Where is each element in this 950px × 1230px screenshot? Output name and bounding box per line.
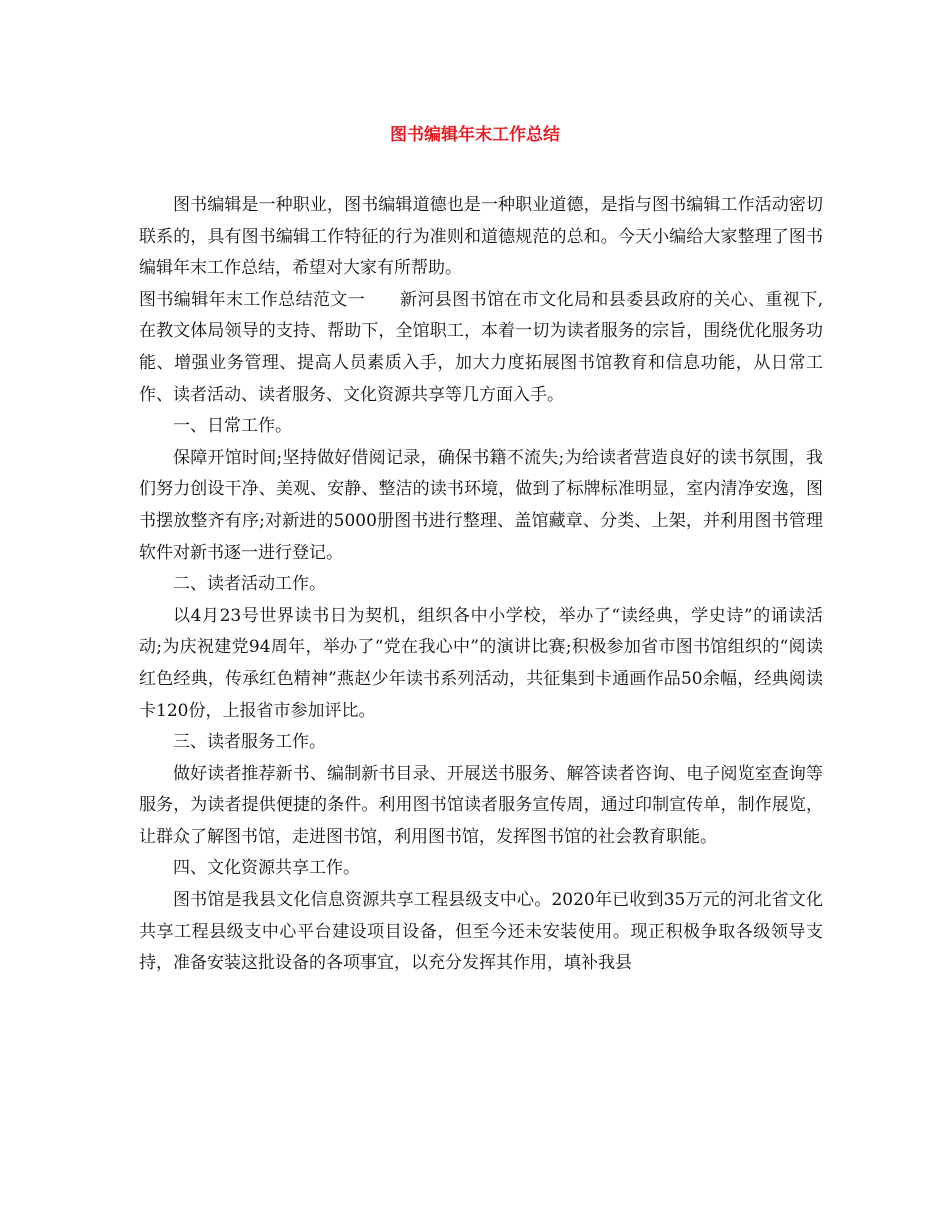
paragraph: 保障开馆时间;坚持做好借阅记录，确保书籍不流失;为给读者营造良好的读书氛围，我们努力创设干净、美观、安静、整洁的读书环境，做到了标牌标准明显，室内清净安逸，图书摆放整齐有序;对新进的5000册图书进行整理、盖馆藏章、分类、上架，并利用图书管理软件对新书逐一进行登记。 [139,447,823,563]
paragraph: 图书编辑年末工作总结范文一 新河县图书馆在市文化局和县委县政府的关心、重视下,在教文体局领导的支持、帮助下，全馆职工，本着一切为读者服务的宗旨，围绕优化服务功能、增强业务管理、提高人员素质入手，加大力度拓展图书馆教育和信息功能，从日常工作、读者活动、读者服务、文化资源共享等几方面入手。 [139,289,823,405]
document-title: 图书编辑年末工作总结 [390,125,560,145]
paragraph: 二、读者活动工作。 [173,574,326,595]
paragraph: 图书馆是我县文化信息资源共享工程县级支中心。2020年已收到35万元的河北省文化共享工程县级支中心平台建设项目设备，但至今还未安装使用。现正积极争取各级领导支持，准备安装这批设备的各项事宜，以充分发挥其作用，填补我县 [139,890,823,974]
paragraph: 图书编辑是一种职业，图书编辑道德也是一种职业道德，是指与图书编辑工作活动密切联系的，具有图书编辑工作特征的行为准则和道德规范的总和。今天小编给大家整理了图书编辑年末工作总结，希望对大家有所帮助。 [139,195,823,279]
paragraph: 做好读者推荐新书、编制新书目录、开展送书服务、解答读者咨询、电子阅览室查询等服务，为读者提供便捷的条件。利用图书馆读者服务宣传周，通过印制宣传单，制作展览，让群众了解图书馆，走进图书馆，利用图书馆，发挥图书馆的社会教育职能。 [139,763,823,847]
paragraph: 四、文化资源共享工作。 [173,858,360,879]
paragraph: 一、日常工作。 [173,416,292,437]
paragraph: 三、读者服务工作。 [173,732,326,753]
paragraph: 以4月23号世界读书日为契机，组织各中小学校，举办了“读经典，学史诗”的诵读活动;为庆祝建党94周年，举办了“党在我心中”的演讲比赛;积极参加省市图书馆组织的“阅读红色经典，传承红色精神”燕赵少年读书系列活动，共征集到卡通画作品50余幅，经典阅读卡120份，上报省市参加评比。 [139,605,823,721]
document-body [139,190,823,980]
